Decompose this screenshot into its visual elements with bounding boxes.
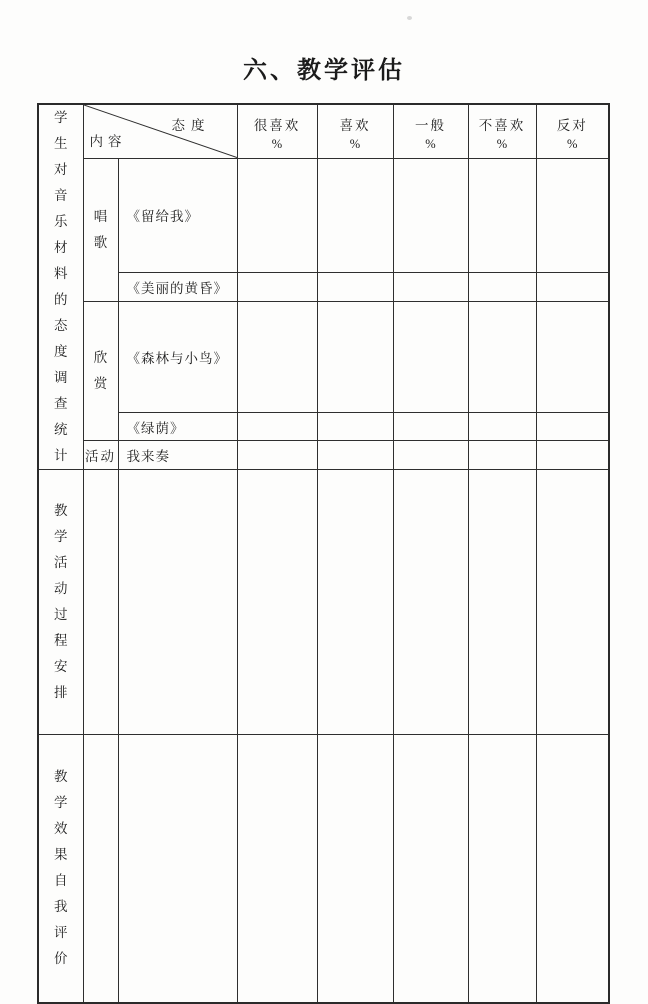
item-cell: 我来奏 — [118, 441, 237, 470]
side-label-line: 统计 — [54, 422, 75, 463]
side-label-line: 料的 — [54, 266, 75, 307]
value-cell — [393, 301, 468, 412]
header-diagonal-cell — [83, 104, 237, 158]
side-label-line: 乐材 — [54, 214, 75, 255]
value-cell — [468, 735, 536, 1003]
effect-section-label: 教 学 效 果 自 我 评 价 — [38, 735, 83, 1003]
value-cell — [536, 158, 609, 272]
item-cell: 《美丽的黄昏》 — [118, 272, 237, 301]
value-cell — [468, 413, 536, 441]
category-appreciation: 欣 赏 — [83, 301, 118, 440]
percent-unit: % — [496, 136, 508, 151]
item-cell: 《绿荫》 — [118, 413, 237, 441]
value-cell — [468, 158, 536, 272]
survey-side-label — [38, 104, 83, 470]
column-header-label: 反对 — [556, 117, 588, 133]
item-cell: 《森林与小鸟》 — [118, 301, 237, 412]
percent-unit: % — [271, 136, 283, 151]
page-title: 六、教学评估 — [243, 58, 405, 84]
percent-unit: % — [425, 136, 436, 151]
value-cell — [468, 301, 536, 412]
column-header-like — [317, 104, 393, 158]
column-header-label: 不喜欢 — [478, 117, 526, 133]
value-cell — [317, 413, 393, 441]
value-cell — [317, 272, 393, 301]
side-label-line: 学生 — [54, 110, 75, 151]
value-cell — [317, 735, 393, 1003]
survey-side-label-lines — [39, 105, 83, 469]
value-cell — [237, 735, 317, 1003]
value-cell — [237, 158, 317, 272]
value-cell — [237, 272, 317, 301]
value-cell — [468, 441, 536, 470]
value-cell — [536, 301, 609, 412]
value-cell — [237, 441, 317, 470]
value-cell — [83, 470, 118, 735]
value-cell — [317, 158, 393, 272]
value-cell — [83, 735, 118, 1003]
value-cell — [536, 441, 609, 470]
value-cell — [237, 301, 317, 412]
value-cell — [317, 470, 393, 735]
value-cell — [393, 470, 468, 735]
value-cell — [237, 470, 317, 735]
value-cell — [393, 272, 468, 301]
value-cell — [118, 470, 237, 735]
evaluation-table — [37, 103, 610, 1004]
value-cell — [317, 301, 393, 412]
value-cell — [468, 272, 536, 301]
column-header-dislike — [468, 104, 536, 158]
value-cell — [393, 441, 468, 470]
content-label: 内容 — [89, 133, 127, 149]
value-cell — [393, 413, 468, 441]
value-cell — [536, 735, 609, 1003]
value-cell — [536, 413, 609, 441]
column-header-neutral — [393, 104, 468, 158]
value-cell — [393, 735, 468, 1003]
column-header-label: 很喜欢 — [253, 117, 301, 133]
process-section-label: 教 学 活 动 过 程 安 排 — [38, 470, 83, 735]
value-cell — [317, 441, 393, 470]
value-cell — [118, 735, 237, 1003]
attitude-label: 态度 — [171, 118, 211, 133]
value-cell — [393, 158, 468, 272]
side-label-line: 态度 — [54, 318, 75, 359]
item-cell: 《留给我》 — [118, 158, 237, 272]
side-label-line: 对音 — [54, 162, 75, 203]
scan-speck — [407, 16, 412, 20]
side-label-line: 调查 — [54, 370, 75, 411]
value-cell — [536, 272, 609, 301]
percent-unit: % — [349, 136, 361, 151]
value-cell — [468, 470, 536, 735]
column-header-very-like — [237, 104, 317, 158]
column-header-label: 喜欢 — [339, 117, 371, 133]
category-activity: 活动 — [83, 441, 118, 470]
category-singing: 唱 歌 — [83, 158, 118, 301]
column-header-label: 一般 — [415, 117, 446, 133]
percent-unit: % — [567, 136, 578, 151]
column-header-oppose — [536, 104, 609, 158]
value-cell — [237, 413, 317, 441]
value-cell — [536, 470, 609, 735]
